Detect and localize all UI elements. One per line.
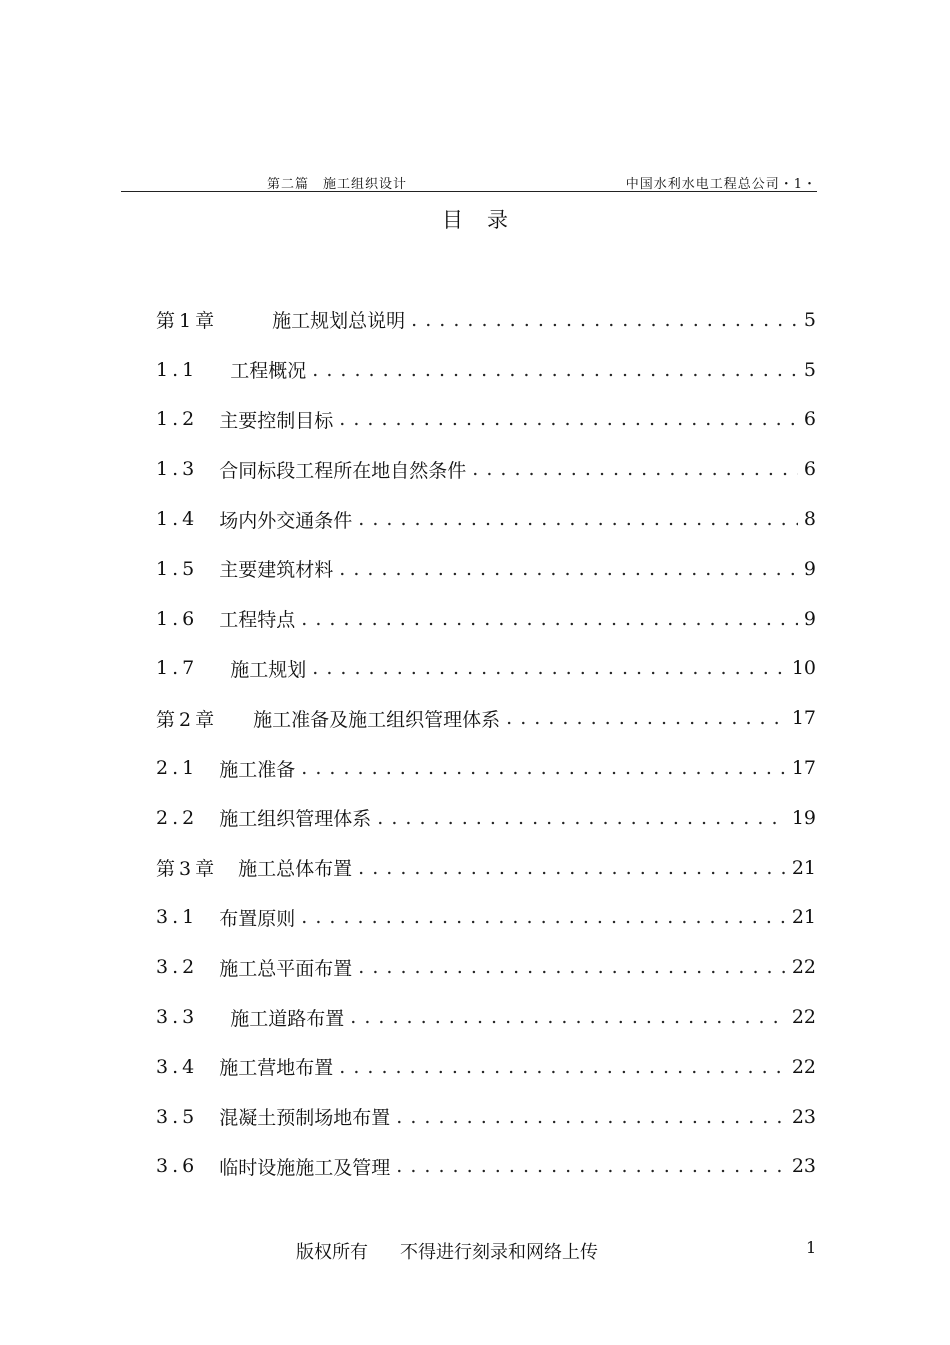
toc-entry-title: 施工规划总说明 — [272, 310, 406, 333]
toc-entry-page: 8 — [803, 508, 816, 531]
toc-entry-title: 施工准备及施工组织管理体系 — [253, 708, 501, 731]
page-footer — [0, 1238, 950, 1262]
header-rule — [121, 191, 817, 192]
toc-entry-1[interactable] — [156, 295, 816, 345]
toc-entry-title: 施工准备 — [219, 758, 296, 781]
header-company-page: 中国水利水电工程总公司・1・ — [625, 177, 817, 192]
toc-entry-title: 合同标段工程所在地自然条件 — [219, 459, 467, 482]
toc-entry-2[interactable] — [156, 693, 816, 743]
toc-entry-title: 施工道路布置 — [230, 1007, 345, 1030]
toc-entry-page: 17 — [791, 757, 816, 780]
footer-notice — [296, 1238, 598, 1264]
toc-entry-number: 1.3 — [156, 458, 199, 481]
toc-entry-2-2[interactable] — [156, 793, 816, 843]
toc-leader-dots — [301, 905, 786, 929]
toc-entry-title: 混凝土预制场地布置 — [219, 1107, 391, 1130]
toc-entry-1-4[interactable] — [156, 494, 816, 544]
toc-entry-3-2[interactable] — [156, 942, 816, 992]
toc-entry-number: 3.4 — [156, 1055, 199, 1078]
toc-entry-page: 6 — [803, 458, 816, 481]
toc-entry-page: 5 — [803, 308, 816, 331]
toc-entry-title: 工程概况 — [230, 360, 307, 383]
toc-entry-title: 工程特点 — [219, 609, 296, 632]
table-of-contents — [156, 295, 816, 1191]
toc-entry-title: 布置原则 — [219, 907, 296, 930]
footer-copyright: 版权所有 — [296, 1242, 368, 1263]
toc-leader-dots — [377, 806, 786, 830]
toc-entry-number: 2.1 — [156, 757, 199, 780]
toc-leader-dots — [312, 656, 786, 680]
toc-leader-dots — [358, 856, 786, 880]
toc-entry-title: 场内外交通条件 — [219, 509, 353, 532]
toc-leader-dots — [339, 407, 798, 431]
toc-entry-number: 3.1 — [156, 906, 199, 929]
toc-entry-number: 3.6 — [156, 1155, 199, 1178]
toc-leader-dots — [339, 1055, 786, 1079]
running-header — [121, 173, 817, 191]
toc-entry-number: 1.6 — [156, 607, 199, 630]
toc-entry-title: 主要控制目标 — [219, 409, 334, 432]
toc-entry-page: 21 — [791, 856, 816, 879]
toc-entry-number: 第1章 — [156, 310, 219, 333]
toc-entry-page: 23 — [791, 1105, 816, 1128]
toc-entry-3-1[interactable] — [156, 893, 816, 943]
toc-leader-dots — [396, 1154, 786, 1178]
toc-entry-number: 1.1 — [156, 358, 199, 381]
toc-entry-page: 23 — [791, 1155, 816, 1178]
toc-entry-title: 施工组织管理体系 — [219, 808, 372, 831]
toc-entry-title: 施工总体布置 — [238, 858, 353, 881]
toc-entry-1-3[interactable] — [156, 444, 816, 494]
toc-entry-page: 9 — [803, 557, 816, 580]
toc-entry-page: 6 — [803, 408, 816, 431]
toc-leader-dots — [472, 457, 798, 481]
toc-entry-1-1[interactable] — [156, 345, 816, 395]
toc-leader-dots — [339, 557, 798, 581]
toc-entry-number: 3.2 — [156, 956, 199, 979]
toc-entry-1-7[interactable] — [156, 644, 816, 694]
toc-entry-number: 1.2 — [156, 408, 199, 431]
toc-leader-dots — [350, 1005, 786, 1029]
toc-entry-1-2[interactable] — [156, 395, 816, 445]
toc-entry-page: 22 — [791, 956, 816, 979]
footer-page-number: 1 — [806, 1238, 817, 1257]
toc-entry-title: 临时设施施工及管理 — [219, 1156, 391, 1179]
toc-entry-number: 1.4 — [156, 508, 199, 531]
toc-leader-dots — [312, 358, 798, 382]
toc-entry-number: 1.5 — [156, 557, 199, 580]
toc-entry-3-3[interactable] — [156, 992, 816, 1042]
toc-entry-3-5[interactable] — [156, 1092, 816, 1142]
toc-entry-2-1[interactable] — [156, 743, 816, 793]
toc-entry-number: 3.5 — [156, 1105, 199, 1128]
footer-no-upload-notice: 不得进行刻录和网络上传 — [400, 1242, 598, 1263]
toc-entry-title: 施工规划 — [230, 658, 307, 681]
toc-entry-number: 3.3 — [156, 1006, 199, 1029]
toc-entry-1-6[interactable] — [156, 594, 816, 644]
header-section-title: 第二篇 施工组织设计 — [267, 177, 408, 192]
toc-entry-page: 22 — [791, 1006, 816, 1029]
toc-entry-page: 17 — [791, 707, 816, 730]
toc-entry-number: 第3章 — [156, 858, 219, 881]
toc-leader-dots — [358, 955, 786, 979]
toc-entry-page: 10 — [791, 657, 816, 680]
toc-title: 目录 — [442, 208, 532, 232]
toc-entry-3[interactable] — [156, 843, 816, 893]
toc-leader-dots — [411, 308, 798, 332]
toc-entry-3-4[interactable] — [156, 1042, 816, 1092]
toc-entry-1-5[interactable] — [156, 544, 816, 594]
toc-entry-title: 施工总平面布置 — [219, 957, 353, 980]
toc-leader-dots — [506, 706, 786, 730]
toc-entry-3-6[interactable] — [156, 1142, 816, 1192]
toc-leader-dots — [301, 756, 786, 780]
toc-entry-number: 2.2 — [156, 806, 199, 829]
toc-entry-page: 9 — [803, 607, 816, 630]
toc-entry-number: 1.7 — [156, 657, 199, 680]
toc-entry-page: 19 — [791, 806, 816, 829]
toc-entry-number: 第2章 — [156, 708, 219, 731]
toc-entry-page: 21 — [791, 906, 816, 929]
toc-entry-title: 施工营地布置 — [219, 1057, 334, 1080]
toc-entry-page: 22 — [791, 1055, 816, 1078]
toc-entry-page: 5 — [803, 358, 816, 381]
toc-leader-dots — [396, 1105, 786, 1129]
toc-entry-title: 主要建筑材料 — [219, 559, 334, 582]
toc-leader-dots — [301, 607, 798, 631]
toc-leader-dots — [358, 507, 798, 531]
